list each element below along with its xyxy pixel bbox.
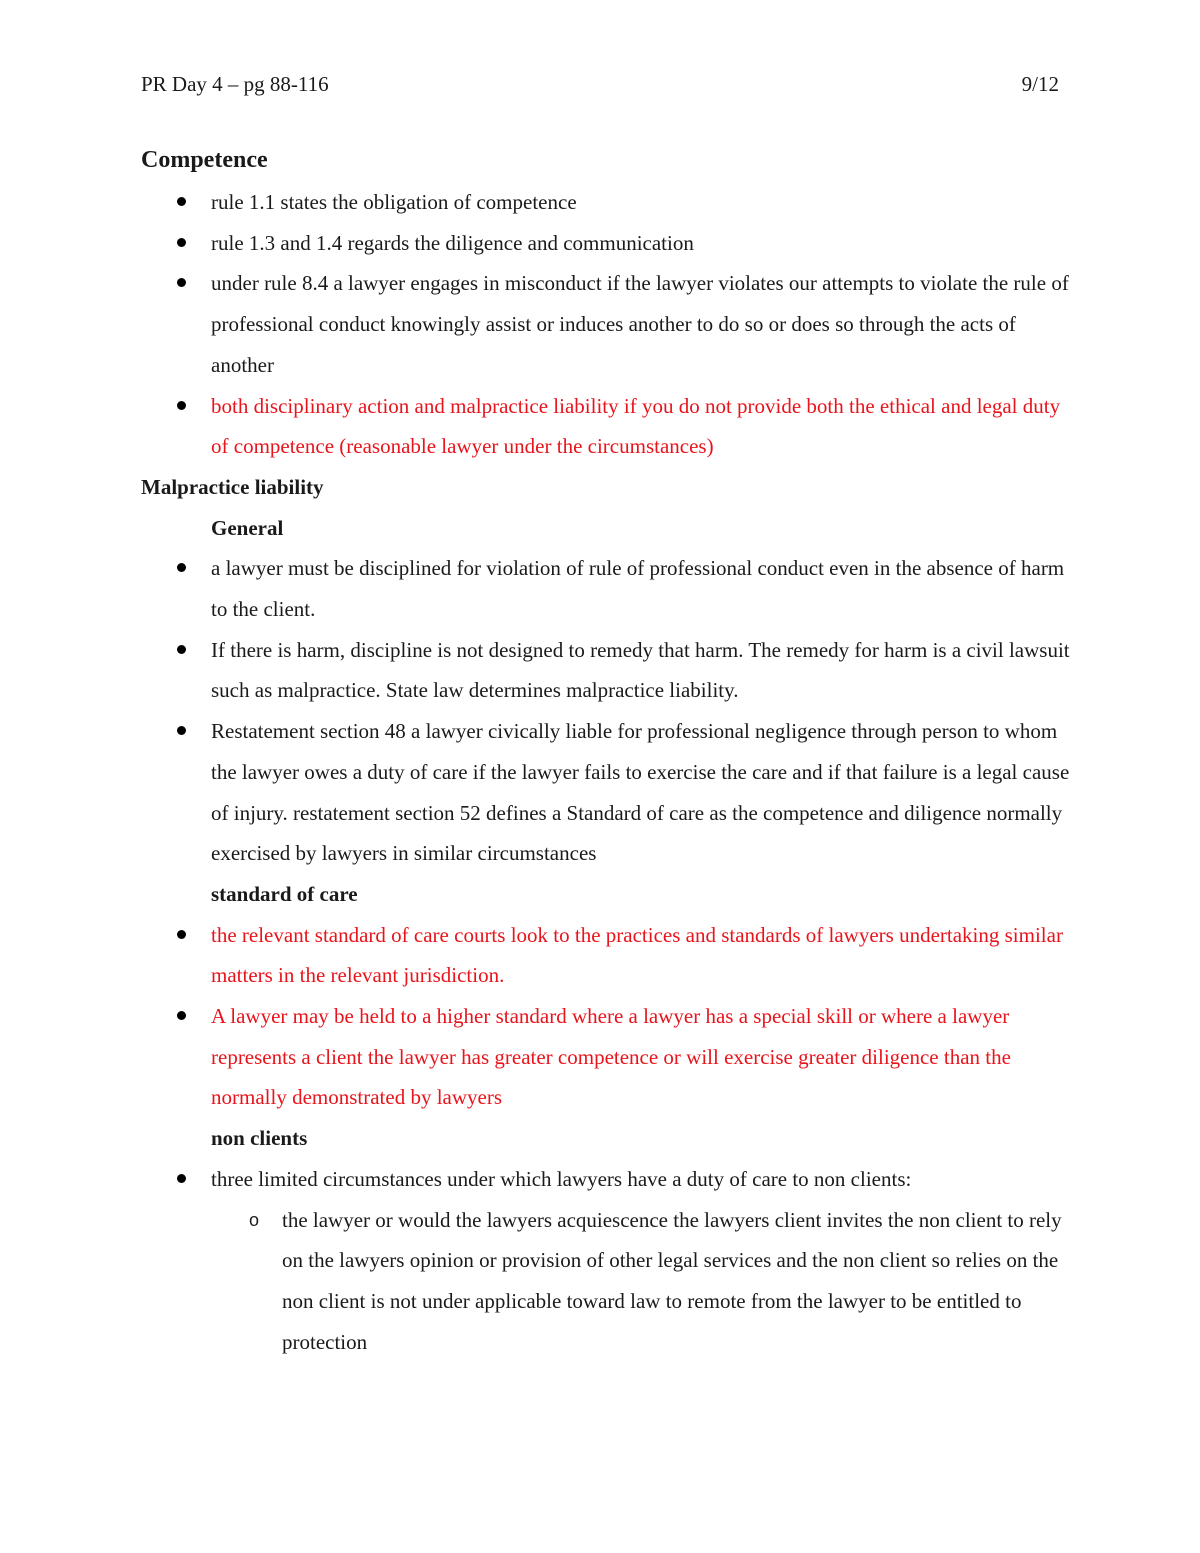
subheading-general: General bbox=[211, 515, 284, 540]
list-item: three limited circumstances under which lawyers have a duty of care to non clients: bbox=[141, 1159, 1071, 1200]
header-date: 9/12 bbox=[1021, 72, 1059, 96]
bullet-icon bbox=[177, 1174, 186, 1183]
bullet-icon bbox=[177, 930, 186, 939]
list-item: rule 1.1 states the obligation of competence bbox=[141, 182, 1071, 223]
bullet-icon bbox=[177, 197, 186, 206]
list-item: under rule 8.4 a lawyer engages in misconduct if the lawyer violates our attempts to violate the rule of professional conduct knowingly assist or induces another to do so or does so through the acts of another bbox=[141, 263, 1071, 385]
list-item-highlighted: A lawyer may be held to a higher standard where a lawyer has a special skill or where a lawyer represents a client the lawyer has greater competence or will exercise greater diligence than the normally demonstrated by lawyers bbox=[141, 996, 1071, 1118]
page-header bbox=[141, 72, 1059, 102]
circle-bullet-icon: o bbox=[249, 1209, 260, 1230]
bullet-icon bbox=[177, 726, 186, 735]
competence-list bbox=[141, 182, 1071, 467]
heading-malpractice-liability: Malpractice liability bbox=[141, 474, 324, 499]
bullet-icon bbox=[177, 238, 186, 247]
bullet-icon bbox=[177, 563, 186, 572]
document-body bbox=[141, 140, 1071, 1362]
general-list bbox=[141, 548, 1071, 874]
bullet-icon bbox=[177, 1011, 186, 1020]
bullet-icon bbox=[177, 278, 186, 287]
list-item-highlighted: both disciplinary action and malpractice liability if you do not provide both the ethical and legal duty of competence (reasonable lawyer under the circumstances) bbox=[141, 386, 1071, 467]
list-item: a lawyer must be disciplined for violation of rule of professional conduct even in the absence of harm to the client. bbox=[141, 548, 1071, 629]
standard-of-care-list bbox=[141, 915, 1071, 1119]
subheading-standard-of-care: standard of care bbox=[211, 881, 358, 906]
non-clients-sublist bbox=[141, 1200, 1071, 1363]
sub-list-item: o the lawyer or would the lawyers acquiescence the lawyers client invites the non client to rely on the lawyers opinion or provision of other legal services and the non client so relies on the non client is not under applicable toward law to remote from the lawyer to be entitled to protection bbox=[141, 1200, 1071, 1363]
bullet-icon bbox=[177, 645, 186, 654]
header-title: PR Day 4 – pg 88-116 bbox=[141, 72, 329, 96]
list-item: If there is harm, discipline is not designed to remedy that harm. The remedy for harm is a civil lawsuit such as malpractice. State law determines malpractice liability. bbox=[141, 630, 1071, 711]
non-clients-list bbox=[141, 1159, 1071, 1200]
list-item-highlighted: the relevant standard of care courts look to the practices and standards of lawyers undertaking similar matters in the relevant jurisdiction. bbox=[141, 915, 1071, 996]
list-item: Restatement section 48 a lawyer civically liable for professional negligence through person to whom the lawyer owes a duty of care if the lawyer fails to exercise the care and if that failure is a legal cause of injury. restatement section 52 defines a Standard of care as the competence and diligence normally exercised by lawyers in similar circumstances bbox=[141, 711, 1071, 874]
heading-competence: Competence bbox=[141, 147, 268, 173]
bullet-icon bbox=[177, 401, 186, 410]
list-item: rule 1.3 and 1.4 regards the diligence and communication bbox=[141, 223, 1071, 264]
subheading-non-clients: non clients bbox=[211, 1126, 308, 1151]
